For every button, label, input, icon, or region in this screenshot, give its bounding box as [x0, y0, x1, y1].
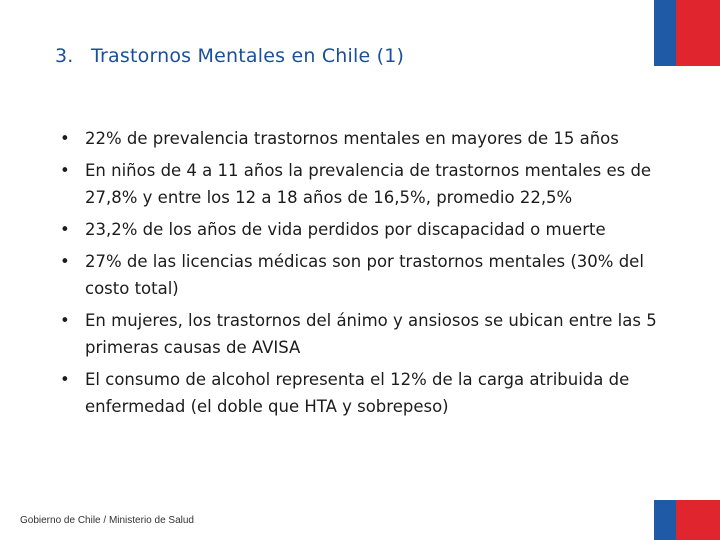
bullet-text: En niños de 4 a 11 años la prevalencia de trastornos mentales es de 27,8% y entre los 12 a 18 años de 16,5%, promedio 22,5% [85, 161, 652, 207]
bullet-text: 22% de prevalencia trastornos mentales en mayores de 15 años [85, 129, 619, 148]
bullet-item [58, 366, 668, 420]
bullet-icon: • [60, 311, 70, 330]
bullet-list [58, 125, 668, 425]
bullet-icon: • [60, 370, 70, 389]
bullet-icon: • [60, 129, 70, 148]
bullet-icon: • [60, 161, 70, 180]
bullet-item [58, 307, 668, 361]
slide-title-number: 3. [55, 45, 74, 67]
bullet-item [58, 216, 668, 243]
chile-flag-stripe-top [654, 0, 720, 66]
bullet-item [58, 125, 668, 152]
bullet-icon: • [60, 252, 70, 271]
flag-blue-band [654, 500, 676, 540]
slide-title-text: Trastornos Mentales en Chile (1) [91, 45, 405, 67]
slide-title [55, 45, 404, 67]
bullet-item [58, 157, 668, 211]
flag-blue-band [654, 0, 676, 66]
chile-flag-stripe-bottom [654, 500, 720, 540]
bullet-text: 27% de las licencias médicas son por trastornos mentales (30% del costo total) [85, 252, 644, 298]
bullet-text: En mujeres, los trastornos del ánimo y ansiosos se ubican entre las 5 primeras causas de AVISA [85, 311, 657, 357]
bullet-icon: • [60, 220, 70, 239]
flag-red-band [676, 500, 720, 540]
footer-credit: Gobierno de Chile / Ministerio de Salud [20, 515, 194, 526]
bullet-item [58, 248, 668, 302]
bullet-text: 23,2% de los años de vida perdidos por discapacidad o muerte [85, 220, 606, 239]
bullet-text: El consumo de alcohol representa el 12% de la carga atribuida de enfermedad (el doble que HTA y sobrepeso) [85, 370, 630, 416]
flag-red-band [676, 0, 720, 66]
